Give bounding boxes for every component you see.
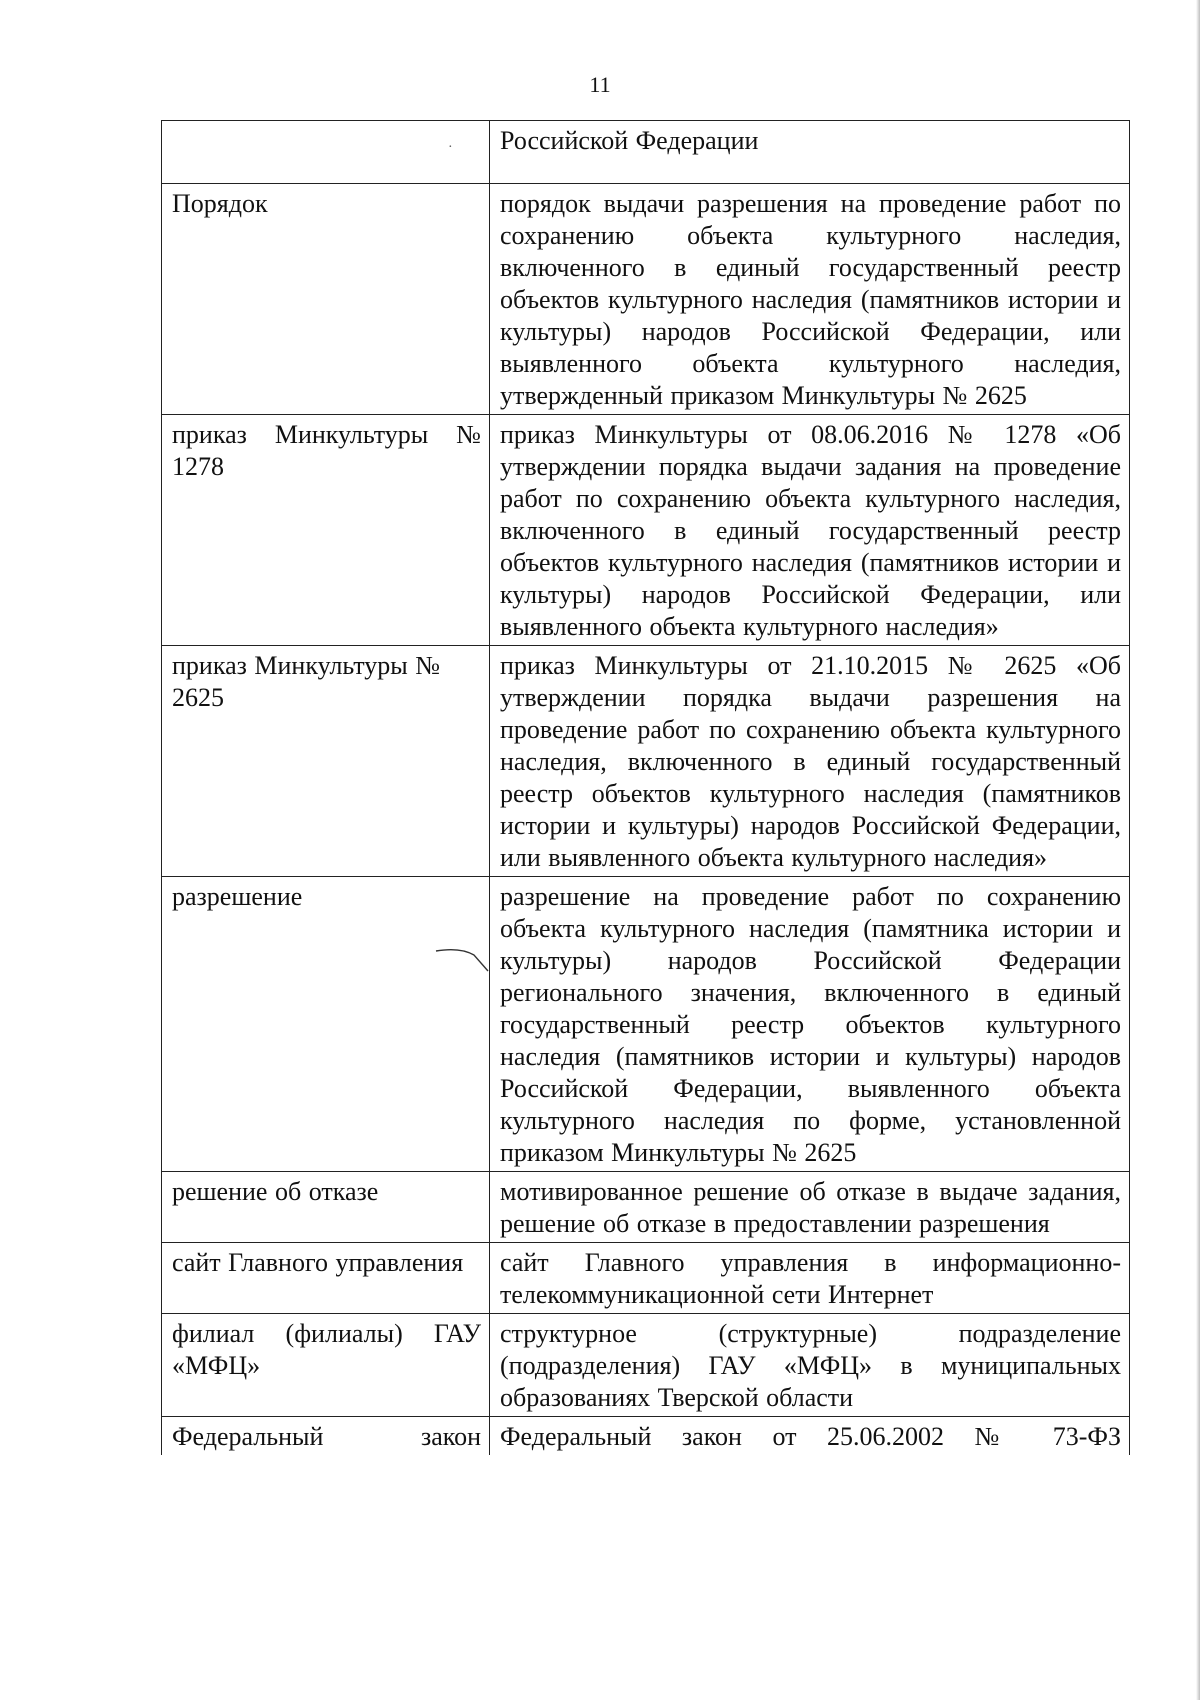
term-cell: Порядок bbox=[162, 184, 490, 415]
table-row bbox=[162, 1417, 1130, 1456]
definition-cell: порядок выдачи разрешения на проведение работ по сохранению объекта культурного наследия, включенного в единый государственный реестр объектов культурного наследия (памятников истории и культуры) народов Российской Федерации, или выявленного объекта культурного наследия, утвержденный приказом Минкультуры № 2625 bbox=[490, 184, 1130, 415]
table-row bbox=[162, 121, 1130, 184]
term-cell: разрешение bbox=[162, 877, 490, 1172]
table-row bbox=[162, 877, 1130, 1172]
table-row bbox=[162, 1172, 1130, 1243]
definition-cell: Российской Федерации bbox=[490, 121, 1130, 184]
scan-edge-shadow bbox=[1196, 0, 1200, 1700]
definition-cell: разрешение на проведение работ по сохранению объекта культурного наследия (памятника истории и культуры) народов Российской Федерации регионального значения, включенного в единый государственный реестр объектов культурного наследия (памятников истории и культуры) народов Российской Федерации, выявленного объекта культурного наследия по форме, установленной приказом Минкультуры № 2625 bbox=[490, 877, 1130, 1172]
table-row bbox=[162, 1314, 1130, 1417]
term-cell: решение об отказе bbox=[162, 1172, 490, 1243]
table-row bbox=[162, 1243, 1130, 1314]
page-number: 11 bbox=[589, 72, 611, 97]
scan-speck: · bbox=[448, 140, 453, 155]
term-cell: приказ Минкультуры № 1278 bbox=[162, 415, 490, 646]
term-cell: приказ Минкультуры № 2625 bbox=[162, 646, 490, 877]
term-cell bbox=[162, 121, 490, 184]
definition-cell: сайт Главного управления в информационно-телекоммуникационной сети Интернет bbox=[490, 1243, 1130, 1314]
table-row bbox=[162, 415, 1130, 646]
terms-table bbox=[161, 120, 1130, 1455]
definition-cell: приказ Минкультуры от 08.06.2016 № 1278 «Об утверждении порядка выдачи задания на проведение работ по сохранению объекта культурного наследия, включенного в единый государственный реестр объектов культурного наследия (памятников истории и культуры) народов Российской Федерации, или выявленного объекта культурного наследия» bbox=[490, 415, 1130, 646]
term-cell: филиал (филиалы) ГАУ «МФЦ» bbox=[162, 1314, 490, 1417]
definition-cell: структурное (структурные) подразделение (подразделения) ГАУ «МФЦ» в муниципальных образованиях Тверской области bbox=[490, 1314, 1130, 1417]
term-cell: Федеральный закон bbox=[162, 1417, 490, 1456]
table-row bbox=[162, 646, 1130, 877]
table-row bbox=[162, 184, 1130, 415]
definition-cell: мотивированное решение об отказе в выдаче задания, решение об отказе в предоставлении разрешения bbox=[490, 1172, 1130, 1243]
definition-cell: приказ Минкультуры от 21.10.2015 № 2625 «Об утверждении порядка выдачи разрешения на проведение работ по сохранению объекта культурного наследия, включенного в единый государственный реестр объектов культурного наследия (памятников истории и культуры) народов Российской Федерации, или выявленного объекта культурного наследия» bbox=[490, 646, 1130, 877]
definition-cell: Федеральный закон от 25.06.2002 № 73-ФЗ bbox=[490, 1417, 1130, 1456]
term-cell: сайт Главного управления bbox=[162, 1243, 490, 1314]
